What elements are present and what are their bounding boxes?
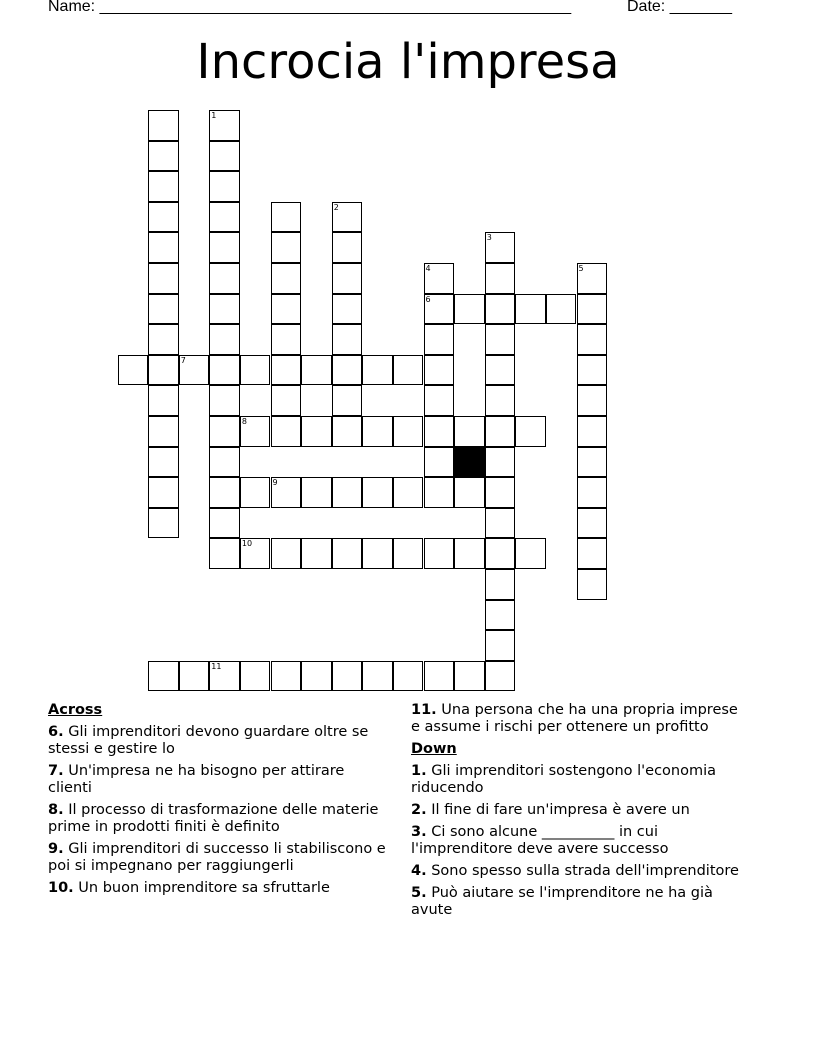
- grid-cell[interactable]: [240, 538, 271, 569]
- grid-cell[interactable]: [301, 538, 332, 569]
- grid-cell[interactable]: [577, 385, 608, 416]
- grid-cell[interactable]: [209, 477, 240, 508]
- clue-across-6: [48, 724, 388, 758]
- grid-cell[interactable]: [148, 263, 179, 294]
- grid-cell[interactable]: [209, 171, 240, 202]
- grid-cell[interactable]: [393, 477, 424, 508]
- clues-left-column: [48, 702, 388, 902]
- cell-number: 4: [425, 264, 431, 273]
- grid-cell[interactable]: [179, 661, 210, 692]
- grid-cell[interactable]: [424, 263, 455, 294]
- grid-cell[interactable]: [148, 141, 179, 172]
- grid-cell[interactable]: [577, 508, 608, 539]
- grid-cell[interactable]: [209, 508, 240, 539]
- grid-cell[interactable]: [485, 416, 516, 447]
- grid-cell[interactable]: [393, 538, 424, 569]
- grid-cell[interactable]: [332, 416, 363, 447]
- grid-cell[interactable]: [301, 355, 332, 386]
- clue-text: Gli imprenditori sostengono l'economia riducendo: [411, 763, 717, 796]
- grid-cell[interactable]: [577, 569, 608, 600]
- clue-text: Ci sono alcune __________ in cui l'imprenditore deve avere successo: [411, 824, 669, 857]
- clue-across-9: [48, 841, 388, 875]
- grid-cell[interactable]: [577, 324, 608, 355]
- clue-number: 3.: [411, 824, 427, 840]
- clue-across-7: [48, 763, 388, 797]
- grid-cell[interactable]: [271, 477, 302, 508]
- clue-number: 7.: [48, 763, 64, 779]
- grid-cell[interactable]: [332, 661, 363, 692]
- grid-cell[interactable]: [209, 416, 240, 447]
- clue-text: Può aiutare se l'imprenditore ne ha già avute: [411, 885, 713, 918]
- grid-cell[interactable]: [148, 294, 179, 325]
- grid-cell[interactable]: [485, 355, 516, 386]
- clue-text: Un'impresa ne ha bisogno per attirare clienti: [48, 763, 345, 796]
- grid-cell[interactable]: [424, 355, 455, 386]
- grid-cell[interactable]: [485, 600, 516, 631]
- clue-text: Una persona che ha una propria imprese e assume i rischi per ottenere un profitto: [411, 702, 738, 735]
- grid-cell[interactable]: [485, 477, 516, 508]
- grid-cell[interactable]: [209, 294, 240, 325]
- date-field-label: Date: _______: [627, 0, 732, 15]
- grid-cell[interactable]: [332, 355, 363, 386]
- grid-cell[interactable]: [485, 569, 516, 600]
- grid-cell[interactable]: [485, 508, 516, 539]
- grid-cell[interactable]: [148, 477, 179, 508]
- grid-cell[interactable]: [577, 294, 608, 325]
- grid-cell[interactable]: [577, 263, 608, 294]
- black-cell: [454, 447, 485, 478]
- name-field-label: Name: _____________________________________________________: [48, 0, 572, 15]
- grid-cell[interactable]: [424, 538, 455, 569]
- grid-cell[interactable]: [332, 385, 363, 416]
- clue-number: 9.: [48, 841, 64, 857]
- grid-cell[interactable]: [271, 294, 302, 325]
- cell-number: 7: [180, 355, 186, 365]
- grid-cell[interactable]: [209, 355, 240, 386]
- grid-cell[interactable]: [332, 202, 363, 233]
- grid-cell[interactable]: [240, 661, 271, 692]
- clue-text: Gli imprenditori di successo li stabiliscono e poi si impegnano per raggiungerli: [48, 841, 386, 874]
- grid-cell[interactable]: [454, 416, 485, 447]
- cell-number: 6: [425, 294, 431, 304]
- grid-cell[interactable]: [209, 202, 240, 233]
- clue-text: Gli imprenditori devono guardare oltre se stessi e gestire lo: [48, 724, 369, 757]
- grid-cell[interactable]: [332, 232, 363, 263]
- grid-cell[interactable]: [271, 385, 302, 416]
- clue-number: 11.: [411, 702, 437, 718]
- cell-number: 1: [211, 111, 217, 120]
- cell-number: 5: [578, 264, 584, 273]
- grid-cell[interactable]: [362, 416, 393, 447]
- page-title: Incrocia l'impresa: [196, 34, 620, 90]
- grid-cell[interactable]: [271, 232, 302, 263]
- grid-cell[interactable]: [424, 477, 455, 508]
- grid-cell[interactable]: [209, 661, 240, 692]
- grid-cell[interactable]: [577, 416, 608, 447]
- grid-cell[interactable]: [179, 355, 210, 386]
- grid-cell[interactable]: [209, 141, 240, 172]
- clue-across-11: [411, 702, 751, 736]
- clue-text: Sono spesso sulla strada dell'imprenditore: [431, 863, 739, 879]
- grid-cell[interactable]: [577, 538, 608, 569]
- cell-number: 2: [333, 202, 339, 212]
- grid-cell[interactable]: [271, 263, 302, 294]
- grid-cell[interactable]: [424, 324, 455, 355]
- grid-cell[interactable]: [301, 416, 332, 447]
- grid-cell[interactable]: [332, 477, 363, 508]
- grid-cell[interactable]: [271, 416, 302, 447]
- clue-down-3: [411, 824, 751, 858]
- grid-cell[interactable]: [485, 661, 516, 692]
- cell-number: 8: [241, 417, 247, 426]
- grid-cell[interactable]: [209, 447, 240, 478]
- grid-cell[interactable]: [148, 202, 179, 233]
- grid-cell[interactable]: [209, 324, 240, 355]
- grid-cell[interactable]: [148, 416, 179, 447]
- grid-cell[interactable]: [209, 110, 240, 141]
- grid-cell[interactable]: [485, 630, 516, 661]
- grid-cell[interactable]: [485, 385, 516, 416]
- grid-cell[interactable]: [515, 294, 546, 325]
- grid-cell[interactable]: [240, 416, 271, 447]
- clue-down-1: [411, 763, 751, 797]
- down-heading: Down: [411, 741, 457, 757]
- clue-number: 6.: [48, 724, 64, 740]
- grid-cell[interactable]: [393, 355, 424, 386]
- grid-cell[interactable]: [454, 477, 485, 508]
- grid-cell[interactable]: [515, 416, 546, 447]
- grid-cell[interactable]: [454, 661, 485, 692]
- grid-cell[interactable]: [577, 447, 608, 478]
- grid-cell[interactable]: [148, 508, 179, 539]
- grid-cell[interactable]: [118, 355, 149, 386]
- grid-cell[interactable]: [454, 538, 485, 569]
- grid-cell[interactable]: [301, 661, 332, 692]
- grid-cell[interactable]: [424, 416, 455, 447]
- grid-cell[interactable]: [301, 477, 332, 508]
- grid-cell[interactable]: [577, 477, 608, 508]
- grid-cell[interactable]: [148, 171, 179, 202]
- grid-cell[interactable]: [332, 294, 363, 325]
- clue-text: Il processo di trasformazione delle materie prime in prodotti finiti è definito: [48, 802, 379, 835]
- across-heading: Across: [48, 702, 103, 718]
- clue-down-4: [411, 863, 751, 880]
- grid-cell[interactable]: [362, 477, 393, 508]
- clue-down-5: [411, 885, 751, 919]
- clues-right-column: [411, 702, 751, 924]
- grid-cell[interactable]: [148, 447, 179, 478]
- grid-cell[interactable]: [424, 294, 455, 325]
- grid-cell[interactable]: [362, 661, 393, 692]
- clue-down-2: [411, 802, 751, 819]
- grid-cell[interactable]: [148, 232, 179, 263]
- cell-number: 11: [211, 661, 222, 671]
- cell-number: 3: [486, 233, 492, 243]
- grid-cell[interactable]: [424, 385, 455, 416]
- grid-cell[interactable]: [393, 661, 424, 692]
- grid-cell[interactable]: [454, 294, 485, 325]
- grid-cell[interactable]: [271, 538, 302, 569]
- grid-cell[interactable]: [148, 661, 179, 692]
- grid-cell[interactable]: [393, 416, 424, 447]
- grid-cell[interactable]: [485, 294, 516, 325]
- clue-number: 1.: [411, 763, 427, 779]
- grid-cell[interactable]: [577, 355, 608, 386]
- grid-cell[interactable]: [332, 263, 363, 294]
- clue-text: Il fine di fare un'impresa è avere un: [431, 802, 690, 818]
- grid-cell[interactable]: [271, 202, 302, 233]
- grid-cell[interactable]: [240, 355, 271, 386]
- grid-cell[interactable]: [485, 324, 516, 355]
- grid-cell[interactable]: [148, 324, 179, 355]
- grid-cell[interactable]: [424, 447, 455, 478]
- grid-cell[interactable]: [362, 355, 393, 386]
- grid-cell[interactable]: [271, 661, 302, 692]
- grid-cell[interactable]: [485, 232, 516, 263]
- clue-number: 8.: [48, 802, 64, 818]
- grid-cell[interactable]: [209, 232, 240, 263]
- grid-cell[interactable]: [148, 355, 179, 386]
- grid-cell[interactable]: [362, 538, 393, 569]
- cell-number: 9: [272, 478, 278, 488]
- grid-cell[interactable]: [209, 263, 240, 294]
- grid-cell[interactable]: [209, 385, 240, 416]
- clue-number: 4.: [411, 863, 427, 879]
- clue-text: Un buon imprenditore sa sfruttarle: [78, 880, 330, 896]
- grid-cell[interactable]: [546, 294, 577, 325]
- clue-number: 5.: [411, 885, 427, 901]
- grid-cell[interactable]: [485, 263, 516, 294]
- grid-cell[interactable]: [515, 538, 546, 569]
- clue-across-10: [48, 880, 388, 897]
- cell-number: 10: [241, 539, 253, 549]
- grid-cell[interactable]: [209, 538, 240, 569]
- clue-number: 2.: [411, 802, 427, 818]
- grid-cell[interactable]: [148, 385, 179, 416]
- grid-cell[interactable]: [240, 477, 271, 508]
- clue-across-8: [48, 802, 388, 836]
- grid-cell[interactable]: [485, 538, 516, 569]
- grid-cell[interactable]: [332, 538, 363, 569]
- grid-cell[interactable]: [271, 324, 302, 355]
- clue-number: 10.: [48, 880, 74, 896]
- grid-cell[interactable]: [332, 324, 363, 355]
- grid-cell[interactable]: [271, 355, 302, 386]
- grid-cell[interactable]: [485, 447, 516, 478]
- grid-cell[interactable]: [424, 661, 455, 692]
- grid-cell[interactable]: [148, 110, 179, 141]
